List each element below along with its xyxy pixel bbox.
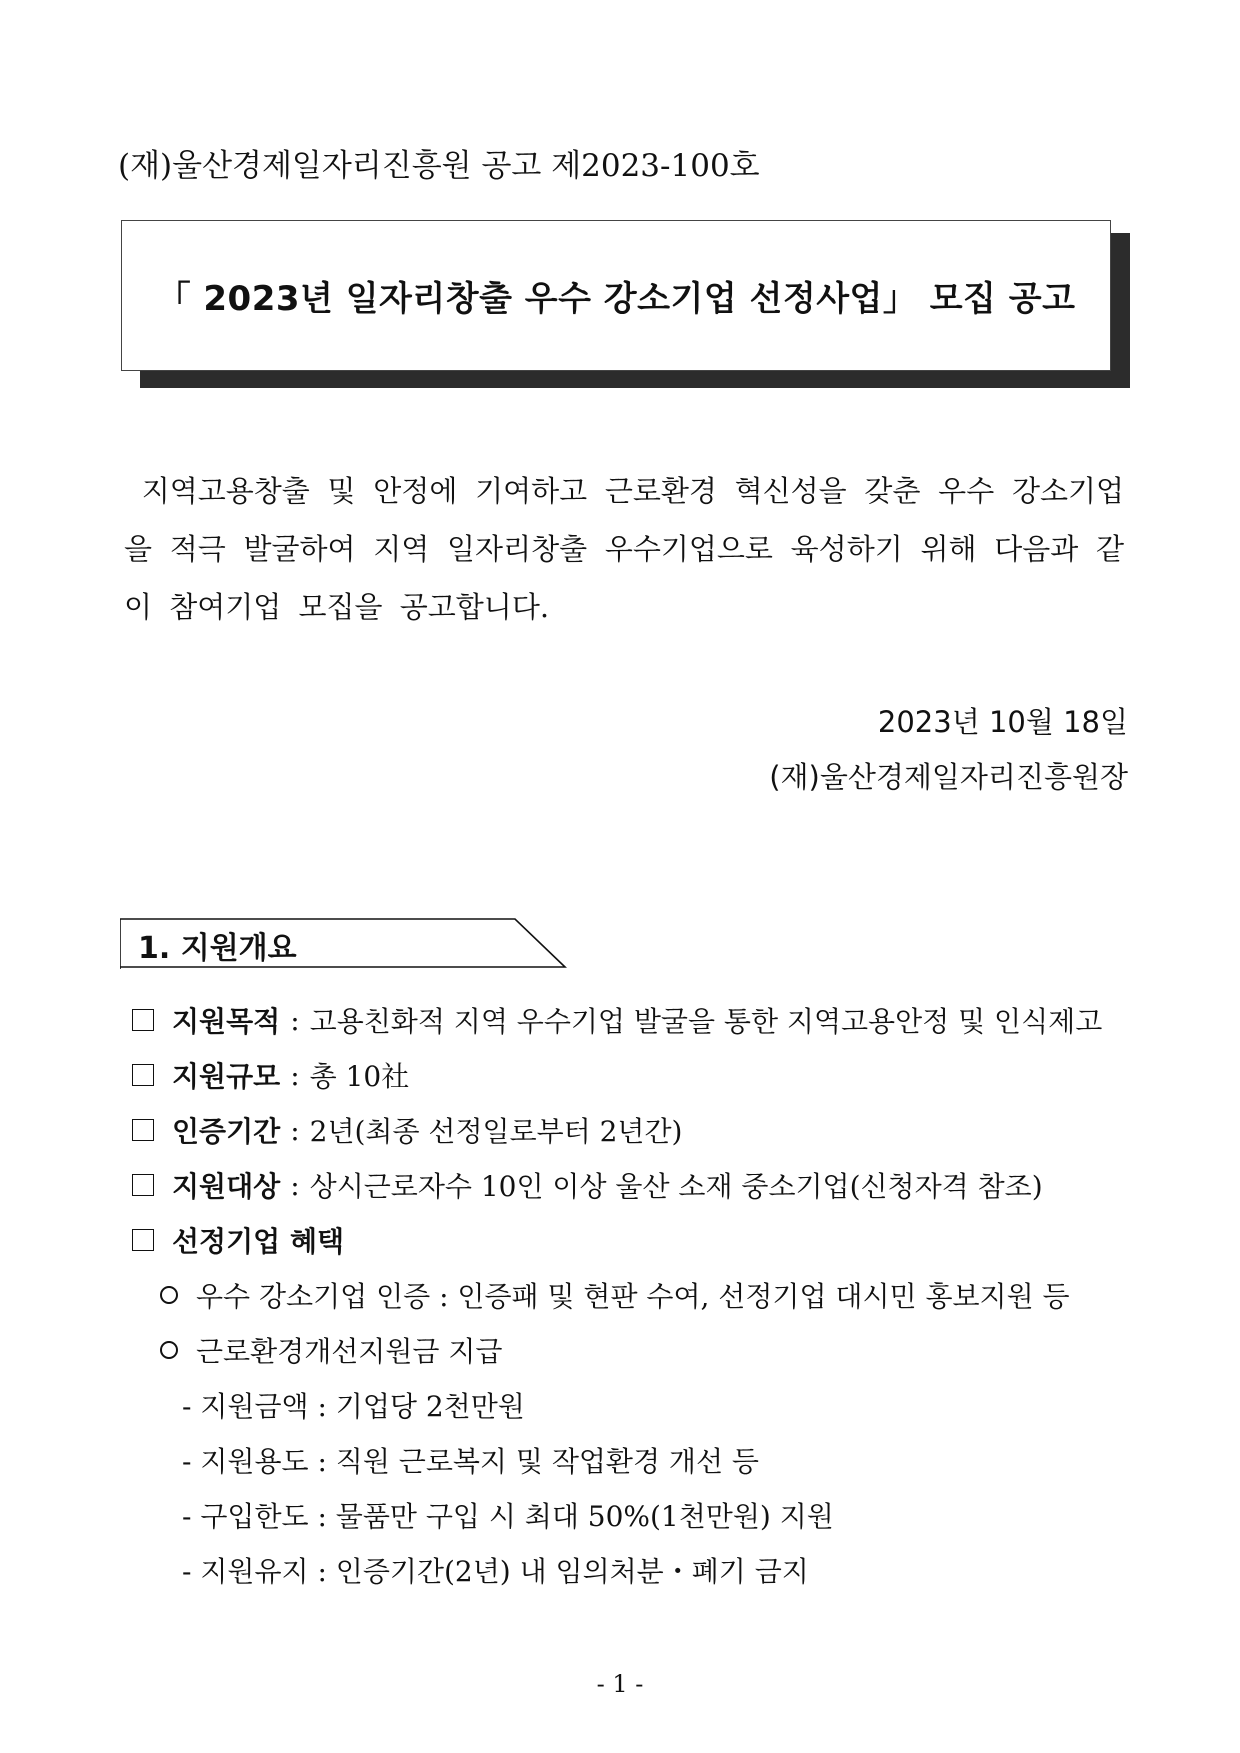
page-number: - 1 -: [596, 1670, 644, 1698]
item-separator: :: [290, 1113, 300, 1147]
checkbox-square-icon: [132, 1229, 154, 1251]
item-value: 상시근로자수 10인 이상 울산 소재 중소기업(신청자격 참조): [309, 1170, 1043, 1203]
item-label: 선정기업 혜택: [172, 1225, 345, 1258]
circle-bullet-icon: [160, 1286, 178, 1304]
item-label: 지원규모: [172, 1060, 281, 1093]
title-box: [121, 220, 1111, 371]
issuer-name: (재)울산경제일자리진흥원장: [769, 760, 1128, 794]
overview-item-period: [132, 1110, 682, 1150]
detail-item: - 지원유지 : 인증기간(2년) 내 임의처분・폐기 금지: [182, 1555, 809, 1588]
overview-item-target: [132, 1165, 1043, 1205]
item-separator: :: [290, 1003, 300, 1037]
section-heading: 1. 지원개요: [138, 931, 297, 966]
intro-text: 지역고용창출 및 안정에 기여하고 근로환경 혁신성을 갖춘 우수 강소기업을 적극 발굴하여 지역 일자리창출 우수기업으로 육성하기 위해 다음과 같이 참여기업 모집을 공고합니다.: [124, 474, 1124, 624]
benefit-text: 우수 강소기업 인증 : 인증패 및 현판 수여, 선정기업 대시민 홍보지원 등: [196, 1280, 1070, 1313]
item-value: 2년(최종 선정일로부터 2년간): [309, 1115, 683, 1148]
overview-item-scale: [132, 1055, 409, 1095]
item-separator: :: [290, 1168, 300, 1202]
section-heading-box: [120, 917, 570, 969]
detail-item: - 구입한도 : 물품만 구입 시 최대 50%(1천만원) 지원: [182, 1500, 834, 1533]
intro-paragraph: [124, 462, 1124, 636]
detail-item: - 지원용도 : 직원 근로복지 및 작업환경 개선 등: [182, 1445, 759, 1478]
checkbox-square-icon: [132, 1119, 154, 1141]
item-separator: :: [290, 1058, 300, 1092]
overview-item-purpose: [132, 1000, 1102, 1040]
announcement-date: 2023년 10월 18일: [877, 705, 1128, 739]
circle-bullet-icon: [160, 1341, 178, 1359]
item-value: 총 10社: [309, 1060, 410, 1093]
notice-number: (재)울산경제일자리진흥원 공고 제2023-100호: [118, 148, 760, 184]
benefit-item: [160, 1275, 1070, 1315]
item-label: 지원목적: [172, 1005, 281, 1038]
item-label: 인증기간: [172, 1115, 281, 1148]
document-title: 「 2023년 일자리창출 우수 강소기업 선정사업」 모집 공고: [156, 279, 1076, 319]
checkbox-square-icon: [132, 1064, 154, 1086]
overview-item-benefits: [132, 1220, 344, 1260]
benefit-item: [160, 1330, 502, 1370]
checkbox-square-icon: [132, 1174, 154, 1196]
detail-item: - 지원금액 : 기업당 2천만원: [182, 1390, 525, 1423]
checkbox-square-icon: [132, 1009, 154, 1031]
item-value: 고용친화적 지역 우수기업 발굴을 통한 지역고용안정 및 인식제고: [309, 1005, 1103, 1038]
benefit-text: 근로환경개선지원금 지급: [196, 1335, 503, 1368]
item-label: 지원대상: [172, 1170, 281, 1203]
